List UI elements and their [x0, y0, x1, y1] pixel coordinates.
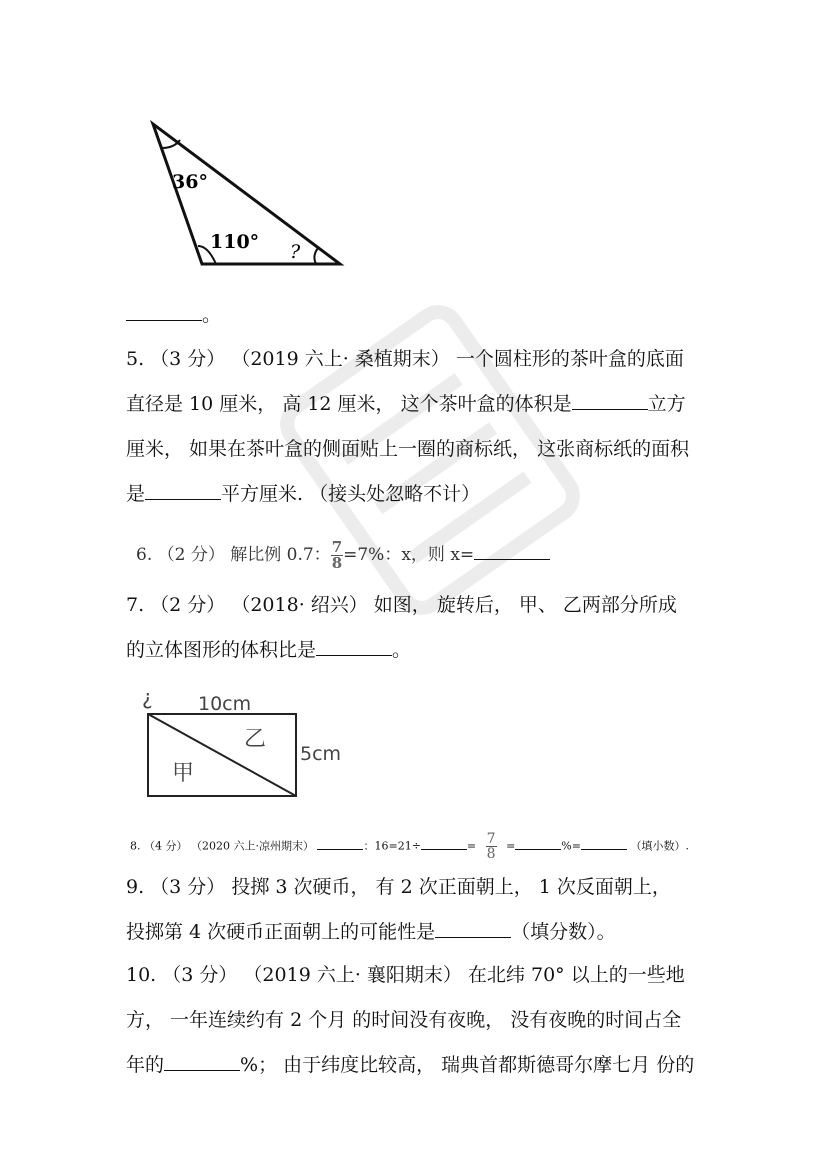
angle-36-label: 36° [172, 171, 208, 193]
q8-text-mid4: %= [561, 839, 581, 853]
angle-arc-right [314, 248, 318, 264]
q8-fraction [486, 832, 497, 861]
q10-answer-blank[interactable] [164, 1052, 240, 1071]
q8-blank-3[interactable] [515, 839, 561, 850]
question-8 [130, 832, 689, 861]
q5-line-2 [126, 389, 686, 416]
q9-line-2-text: 投掷第 4 次硬币正面朝上的可能性是 [126, 921, 436, 943]
q5-line-2-text: 直径是 10 厘米， 高 12 厘米， 这个茶叶盒的体积是 [126, 393, 572, 415]
rectangle-diagonal [148, 714, 296, 796]
q9-line-2 [126, 917, 616, 944]
question-9 [126, 872, 716, 952]
question-5 [126, 344, 716, 514]
axis-mark: ¿ [142, 685, 153, 709]
q6-frac-num: 7 [331, 538, 343, 556]
height-label: 5cm [300, 743, 342, 765]
q4-answer-blank[interactable] [126, 302, 202, 321]
q9-line-1: 9. （3 分） 投掷 3 次硬币， 有 2 次正面朝上， 1 次反面朝上， [126, 876, 671, 898]
q6-text: 6. （2 分） 解比例 0.7： [136, 545, 331, 565]
q8-frac-num: 7 [486, 831, 496, 847]
q10-line-3-tail: %； 由于纬度比较高， 瑞典首都斯德哥尔摩七月 份的 [240, 1054, 695, 1076]
q8-frac-den: 8 [486, 846, 496, 862]
q5-area-blank[interactable] [145, 481, 221, 500]
q7-line-1: 7. （2 分） （2018· 绍兴） 如图， 旋转后， 甲、 乙两部分所成 [126, 594, 677, 616]
q9-line-2-tail: （填分数）。 [511, 921, 616, 943]
angle-unknown-label: ? [290, 241, 301, 263]
q6-text-post: =7%：x，则 x= [343, 545, 475, 565]
part-jia-label: 甲 [172, 761, 195, 786]
q4-tail: 。 [202, 304, 222, 326]
angle-110-label: 110° [210, 231, 260, 253]
q8-blank-1[interactable] [317, 839, 363, 850]
question-6 [136, 540, 550, 571]
q7-line-2 [126, 635, 411, 662]
q8-text-mid3: = [506, 839, 516, 853]
part-yi-label: 乙 [244, 727, 267, 752]
q9-answer-blank[interactable] [435, 919, 511, 938]
q8-text-mid2: = [466, 839, 477, 853]
q5-line-1: 5. （3 分） （2019 六上· 桑植期末） 一个圆柱形的茶叶盒的底面 [126, 348, 684, 370]
rectangle-figure [140, 682, 360, 802]
q10-line-1: 10. （3 分） （2019 六上· 襄阳期末） 在北纬 70° 以上的一些地 [126, 964, 685, 986]
q5-line-3: 厘米， 如果在茶叶盒的侧面贴上一圈的商标纸， 这张商标纸的面积 [126, 438, 690, 460]
q6-fraction [331, 540, 343, 571]
triangle-figure [140, 118, 350, 273]
q5-line-4-tail: 平方厘米. （接头处忽略不计） [221, 483, 481, 505]
q6-answer-blank[interactable] [474, 541, 550, 560]
q4-answer-line [126, 300, 221, 327]
q10-line-2: 方， 一年连续约有 2 个月 的时间没有夜晚， 没有夜晚的时间占全 [126, 1009, 682, 1031]
q6-frac-den: 8 [331, 554, 343, 572]
question-7 [126, 590, 716, 670]
q8-text-post: （填小数）. [630, 839, 689, 853]
q10-line-3 [126, 1050, 694, 1077]
q8-blank-2[interactable] [421, 839, 467, 850]
q7-line-2-tail: 。 [392, 639, 412, 661]
q7-line-2-text: 的立体图形的体积比是 [126, 639, 317, 661]
q8-blank-4[interactable] [581, 839, 627, 850]
q5-volume-blank[interactable] [572, 391, 648, 410]
q5-line-2-tail: 立方 [647, 393, 686, 415]
q5-line-4-text: 是 [126, 483, 146, 505]
q5-line-4 [126, 479, 480, 506]
q8-text-mid1: ：16=21÷ [363, 839, 421, 853]
q10-line-3-text: 年的 [126, 1054, 165, 1076]
question-10 [126, 960, 716, 1090]
q7-answer-blank[interactable] [316, 637, 392, 656]
q8-text: 8. （4 分） （2020 六上·凉州期末） [130, 839, 314, 853]
width-label: 10cm [198, 693, 252, 715]
